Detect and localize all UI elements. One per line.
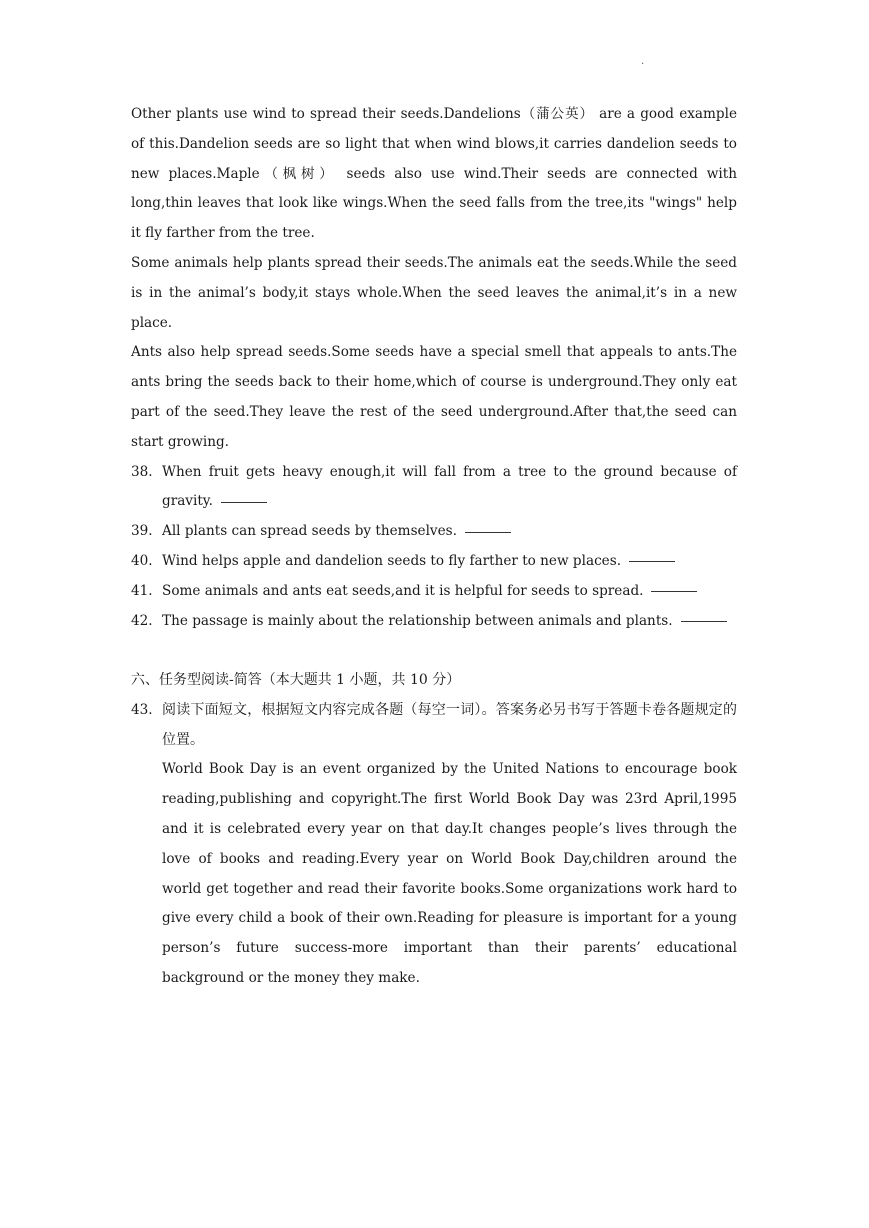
question-number: 40. — [131, 552, 153, 569]
question-text: All plants can spread seeds by themselves. — [162, 523, 457, 540]
passage-paragraph-3: Ants also help spread seeds.Some seeds have a special smell that appeals to ants.The ants bring the seeds back to their home,which of course is underground.They only eat part of the seed.They leave the rest of the seed underground.After that,the seed can start growing. — [131, 344, 737, 450]
question-number: 41. — [131, 582, 153, 599]
header-dot: . — [641, 56, 645, 67]
answer-blank[interactable] — [221, 501, 267, 503]
question-number: 42. — [131, 612, 153, 629]
question-38 — [131, 458, 737, 518]
question-40 — [131, 547, 737, 577]
true-false-questions — [131, 458, 737, 637]
question-number: 39. — [131, 523, 153, 540]
answer-blank[interactable] — [651, 590, 697, 592]
question-number: 38. — [131, 463, 153, 480]
question-43 — [131, 696, 737, 994]
answer-blank[interactable] — [465, 531, 511, 533]
question-instruction: 阅读下面短文，根据短文内容完成各题（每空一词）。答案务必另书写于答题卡卷各题规定的位置。 — [162, 701, 737, 748]
passage-paragraph-1: Other plants use wind to spread their seeds.Dandelions（蒲公英） are a good example of this.Dandelion seeds are so light that when wind blows,it carries dandelion seeds to new places.Maple（枫树） seeds also use wind.Their seeds are connected with long,thin leaves that look like wings.When the seed falls from the tree,its "wings" help it fly farther from the tree. — [131, 106, 737, 242]
answer-blank[interactable] — [629, 560, 675, 562]
question-39 — [131, 517, 737, 547]
question-text: Wind helps apple and dandelion seeds to fly farther to new places. — [162, 552, 622, 569]
reading-passage — [131, 100, 737, 636]
answer-blank[interactable] — [681, 620, 727, 622]
section-title: 六、任务型阅读-简答（本大题共 1 小题，共 10 分） — [131, 672, 461, 688]
question-42 — [131, 607, 737, 637]
passage-paragraph-2: Some animals help plants spread their seeds.The animals eat the seeds.While the seed is in the animal’s body,it stays whole.When the seed leaves the animal,it’s in a new place. — [131, 254, 737, 331]
question-text: Some animals and ants eat seeds,and it is helpful for seeds to spread. — [162, 582, 644, 599]
question-text: The passage is mainly about the relationship between animals and plants. — [162, 612, 673, 629]
question-number: 43. — [131, 701, 153, 718]
section-six — [131, 666, 737, 994]
question-41 — [131, 577, 737, 607]
question-text: When fruit gets heavy enough,it will fall from a tree to the ground because of gravity. — [162, 463, 737, 510]
world-book-day-passage: World Book Day is an event organized by the United Nations to encourage book reading,publishing and copyright.The first World Book Day was 23rd April,1995 and it is celebrated every year on that day.It changes people’s lives through the love of books and reading.Every year on World Book Day,children around the world get together and read their favorite books.Some organizations work hard to give every child a book of their own.Reading for pleasure is important for a young person’s future success-more important than their parents’ educational background or the money they make. — [162, 761, 737, 986]
